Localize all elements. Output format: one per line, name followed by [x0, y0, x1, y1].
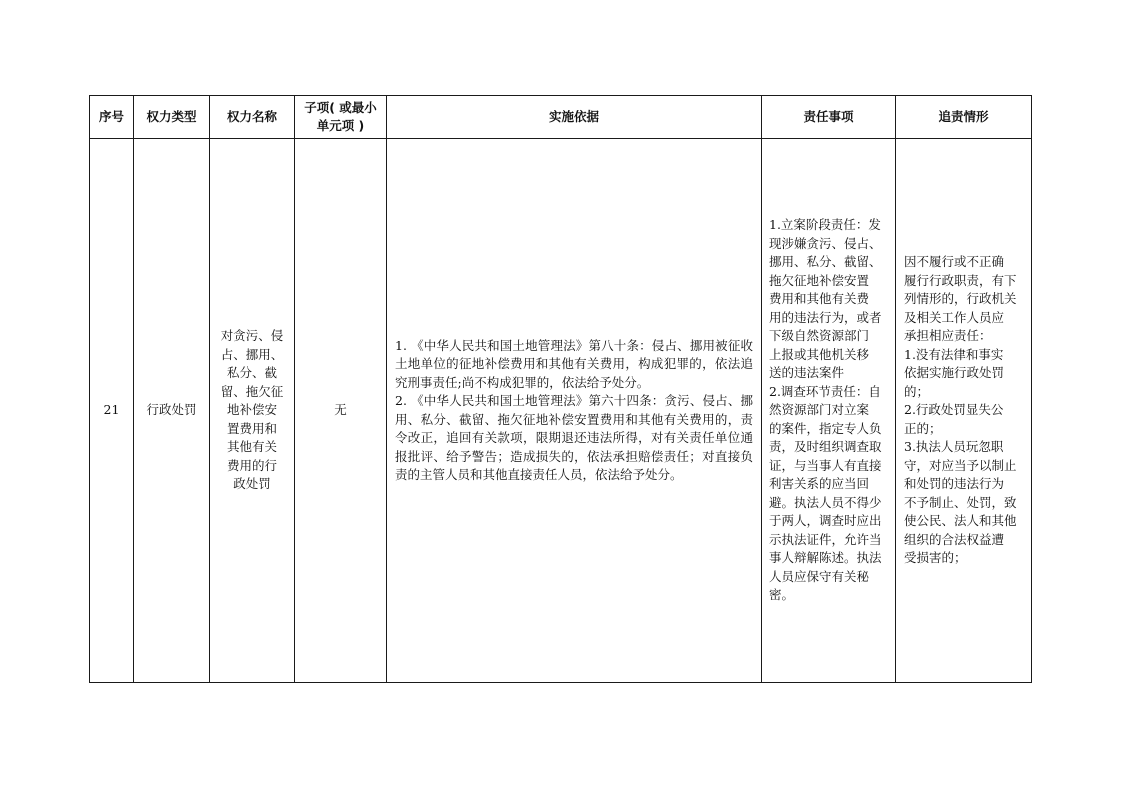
- power-name-text: 对贪污、侵 占、挪用、 私分、截 留、拖欠征 地补偿安 置费用和 其他有关 费用的行 政处罚: [220, 328, 284, 492]
- header-power-name: 权力名称: [210, 96, 295, 139]
- cell-power-name: [210, 139, 295, 683]
- basis-text: 1. 《中华人民共和国土地管理法》第八十条：侵占、挪用被征收土地单位的征地补偿费用和其他有关费用，构成犯罪的，依法追究刑事责任;尚不构成犯罪的，依法给予处分。 2. 《中华人民共和国土地管理法》第六十四条：贪污、侵占、挪用、私分、截留、拖欠征地补偿安置费用和其他有关费用的，责令改正，追回有关款项，限期退还违法所得，对有关责任单位通报批评、给予警告；造成损失的，依法承担赔偿责任；对直接负责的主管人员和其他直接责任人员，依法给予处分。: [395, 337, 753, 482]
- cell-sub-item: 无: [295, 139, 387, 683]
- header-index: 序号: [90, 96, 134, 139]
- cell-duty: [762, 139, 896, 683]
- cell-index: 21: [90, 139, 134, 683]
- cell-basis: [387, 139, 762, 683]
- cell-power-type: 行政处罚: [134, 139, 210, 683]
- table-row: [90, 139, 1032, 683]
- header-power-type: 权力类型: [134, 96, 210, 139]
- power-list-table: [89, 95, 1032, 683]
- header-sub-item: 子项( 或最小 单元项 ): [295, 96, 387, 139]
- cell-accountability: [896, 139, 1032, 683]
- header-duty: 责任事项: [762, 96, 896, 139]
- duty-text: 1.立案阶段责任：发 现涉嫌贪污、侵占、 挪用、私分、截留、 拖欠征地补偿安置 费用和其他有关费 用的违法行为，或者 下级自然资源部门 上报或其他机关移 送的违法案件 2.调查环节责任：自 然资源部门对立案 的案件，指定专人负 责，及时组织调查取 证，与当事人有直接 利害关系的应当回 避。执法人员不得少 于两人，调查时应出 示执法证件，允许当 事人辩解陈述。执法 人员应保守有关秘 密。: [769, 217, 882, 603]
- header-accountability: 追责情形: [896, 96, 1032, 139]
- table-header-row: [90, 96, 1032, 139]
- accountability-text: 因不履行或不正确 履行行政职责，有下 列情形的，行政机关 及相关工作人员应 承担相应责任： 1.没有法律和事实 依据实施行政处罚 的； 2.行政处罚显失公 正的； 3.执法人员玩忽职 守，对应当予以制止 和处罚的违法行为 不予制止、处罚，致 使公民、法人和其他 组织的合法权益遭 受损害的；: [904, 254, 1017, 566]
- header-basis: 实施依据: [387, 96, 762, 139]
